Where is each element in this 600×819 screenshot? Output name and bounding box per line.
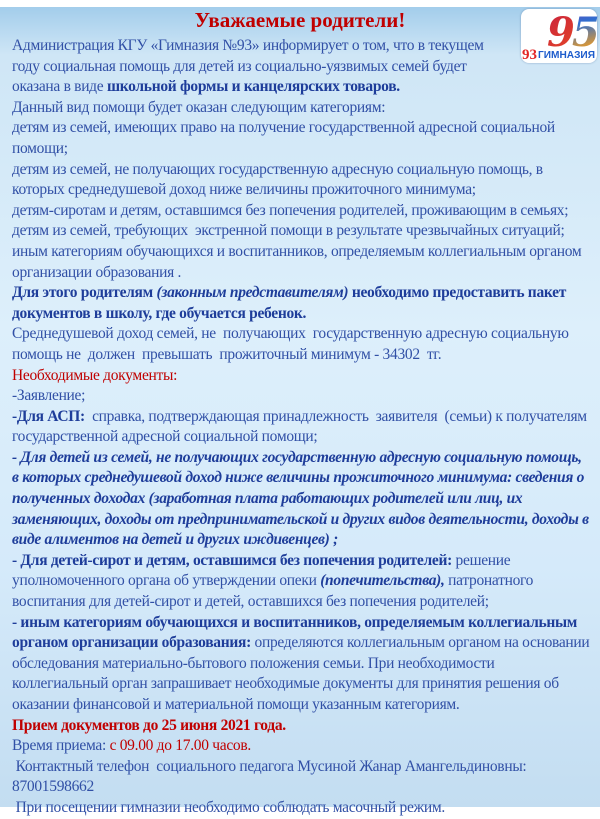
text-run: иным категориям обучающихся и воспитанников, определяемым коллегиальным органом организации образования . [12,242,586,281]
content [0,35,600,819]
text-run: Администрация КГУ «Гимназия №93» информирует о том, что в текущем году социальная помощь для детей из социально-уязвимых семей будет оказана в виде [12,37,488,96]
school-logo [521,9,600,63]
text-run: решение уполномоченного органа об утверждении опеки [12,551,514,590]
text-run: - Для детей из семей, не получающих государственную адресную социальную помощь, в которых среднедушевой доход ниже величины прожиточного минимума: сведения о полученных доходах (заработная плата работающих родителей или лиц, их заменяющих, доходы от предпринимательской и других видов деятельности, доходы в виде алиментов на детей и других иждивенцев) ; [12,448,593,549]
announcement-slide [0,7,600,816]
text-run: Для этого родителям [12,284,157,302]
paragraph [12,407,591,448]
text-run: с 09.00 до 17.00 часов. [109,737,251,755]
text-run: детям из семей, имеющих право на получение государственной адресной социальной помощи; [12,119,559,157]
paragraph [12,366,591,387]
school-number: 93 [522,47,537,63]
paragraph [12,798,591,819]
paragraph [12,36,591,98]
text-run: детям-сиротам и детям, оставшимся без попечения родителей, проживающим в семьях; [12,201,569,219]
paragraph [12,716,591,737]
paragraph [12,324,591,365]
text-run: школьной формы и канцелярских товаров. [106,78,400,96]
text-run: - Для детей-сирот и детям, оставшимся без попечения родителей: [12,551,452,569]
text-run: детям из семей, требующих экстренной помощи в результате чрезвычайных ситуаций; [12,222,565,240]
paragraph [12,386,591,407]
paragraph [12,736,591,757]
text-run: (законным представителям) [156,284,349,302]
text-run: (попечительства), [320,572,445,590]
school-name: ГИМНАЗИЯ [538,50,595,61]
page-title: Уважаемые родители! [194,8,406,32]
paragraph [12,118,591,159]
text-run: Среднедушевой доход семей, не получающих государственную адресную социальную помощь не должен превышать прожиточный минимум - 34302 тг. [12,325,573,363]
text-run: Необходимые документы: [12,366,178,384]
paragraph [12,98,591,119]
school-logo-emblem [521,9,600,63]
text-run: патронатного воспитания для детей-сирот и детей, оставшихся без попечения родителей; [12,572,537,611]
text-run: Время приема: [12,737,110,755]
paragraph [12,160,591,201]
emblem-digits: 95 [547,9,600,56]
text-run: Данный вид помощи будет оказан следующим категориям: [12,98,386,116]
paragraph [12,221,591,242]
text-run: - иным категориям обучающихся и воспитанников, определяемым коллегиальным органом организации образования: [12,613,581,652]
text-run: При посещении гимназии необходимо соблюдать масочный режим. [12,798,446,816]
text-run: справка, подтверждающая принадлежность заявителя (семьи) к получателям государственной адресной социальной помощи; [12,407,591,446]
text-run: -Для АСП: [12,407,85,425]
paragraph [12,201,591,222]
paragraph [12,757,591,798]
text-run: детям из семей, не получающих государственную адресную социальную помощь, в которых среднедушевой доход ниже величины прожиточного минимума; [12,160,547,199]
paragraph [12,242,591,283]
text-run: Контактный телефон социального педагога Мусиной Жанар Амангельдиновны: 87001598662 [12,757,531,796]
text-run: Прием документов до 25 июня 2021 года. [12,716,286,734]
text-run: -Заявление; [12,387,86,405]
paragraph [12,448,591,551]
paragraph [12,551,591,613]
paragraph [12,283,591,324]
text-run: определяются коллегиальным органом на основании обследования материально-бытового положения семьи. При необходимости коллегиальный орган запрашивает необходимые документы для принятия решения об оказании финансовой и материальной помощи указанным категориям. [12,634,593,713]
text-run: необходимо предоставить пакет документов в школу, где обучается ребенок. [12,284,570,322]
paragraph [12,613,591,716]
